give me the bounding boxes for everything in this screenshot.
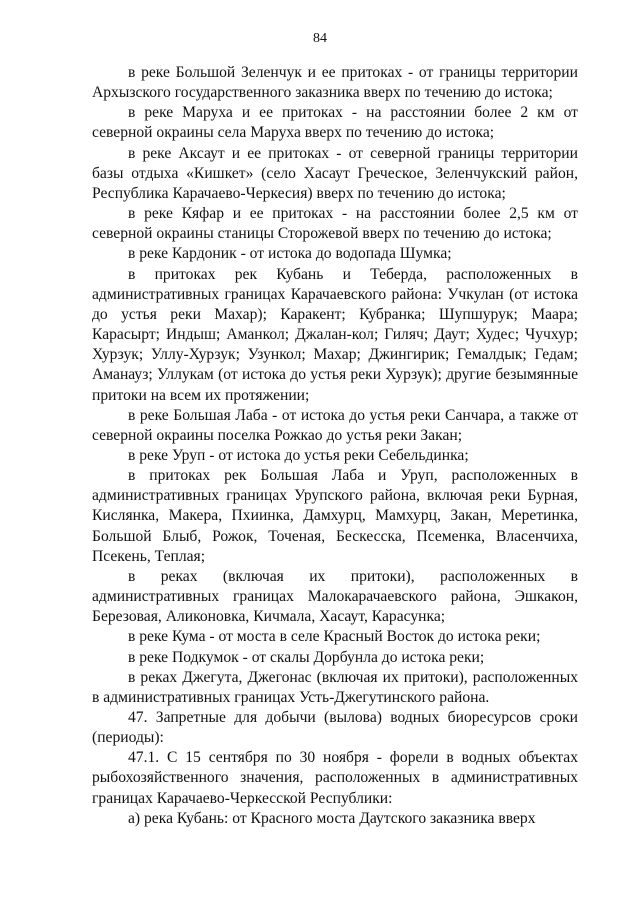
paragraph-laba-urup-tributaries: в притоках рек Большая Лаба и Уруп, расположенных в административных границах Урупского района, включая реки Бурная, Кислянка, Макера, Пхиинка, Дамхурц, Мамхурц, Закан, Меретинка, Большой Блыб, Рожок, Точеная, Бескесска, Псеменка, Власенчиха, Псекень, Теплая; [92,467,578,565]
paragraph-podkumok: в реке Подкумок - от скалы Дорбунла до истока реки; [128,648,485,666]
paragraph-section-47-1: 47.1. С 15 сентября по 30 ноября - форели в водных объектах рыбохозяйственного значения, расположенных в административных границах Карачаево-Черкесской Республики: [92,749,578,807]
page-number: 84 [313,31,327,46]
paragraph-marukha: в реке Маруха и ее притоках - на расстоянии более 2 км от северной окраины села Маруха вверх по течению до истока; [92,104,578,142]
document-body [92,63,578,829]
paragraph-aksaut: в реке Аксаут и ее притоках - от северной границы территории базы отдыха «Кишкет» (село Хасаут Греческое, Зеленчукский район, Республика Карачаево-Черкесия) вверх по течению до истока; [92,144,578,202]
paragraph-bolshoy-zelenchuk: в реке Большой Зеленчук и ее притоках - от границы территории Архызского государственного заказника вверх по течению до истока; [92,64,578,102]
paragraph-kuma: в реке Кума - от моста в селе Красный Восток до истока реки; [128,628,541,646]
paragraph-section-47: 47. Запретные для добычи (вылова) водных биоресурсов сроки (периоды): [92,709,578,747]
paragraph-kyafar: в реке Кяфар и ее притоках - на расстоянии более 2,5 км от северной окраины станицы Сторожевой вверх по течению до истока; [92,205,578,243]
paragraph-urup: в реке Уруп - от истока до устья реки Себельдинка; [128,446,469,464]
paragraph-malokarachaevsky-rivers: в реках (включая их притоки), расположенных в административных границах Малокарачаевского района, Эшкакон, Березовая, Аликоновка, Кичмала, Хасаут, Карасунка; [92,567,578,626]
paragraph-bolshaya-laba: в реке Большая Лаба - от истока до устья реки Санчара, а также от северной окраины поселка Рожкао до устья реки Закан; [92,406,578,444]
paragraph-kardonik: в реке Кардоник - от истока до водопада Шумка; [128,245,452,263]
paragraph-item-a-kuban: а) река Кубань: от Красного моста Даутского заказника вверх [128,809,536,827]
paragraph-kuban-teberda-tributaries: в притоках рек Кубань и Теберда, расположенных в административных границах Карачаевского района: Учкулан (от истока до устья реки Махар); Каракент; Кубранка; Шупшурук; Маара; Карасырт; Индыш; Аманкол; Джалан-кол; Гиляч; Даут; Худес; Чучхур; Хурзук; Уллу-Хурзук; Узункол; Махар; Джингирик; Гемалдык; Гедам; Аманауз; Уллукам (от истока до устья реки Хурзук); другие безымянные притоки на всем их протяжении; [92,265,578,404]
paragraph-dzheguta-dzhegonas: в реках Джегута, Джегонас (включая их притоки), расположенных в административных границах Усть-Джегутинского района. [92,668,578,706]
